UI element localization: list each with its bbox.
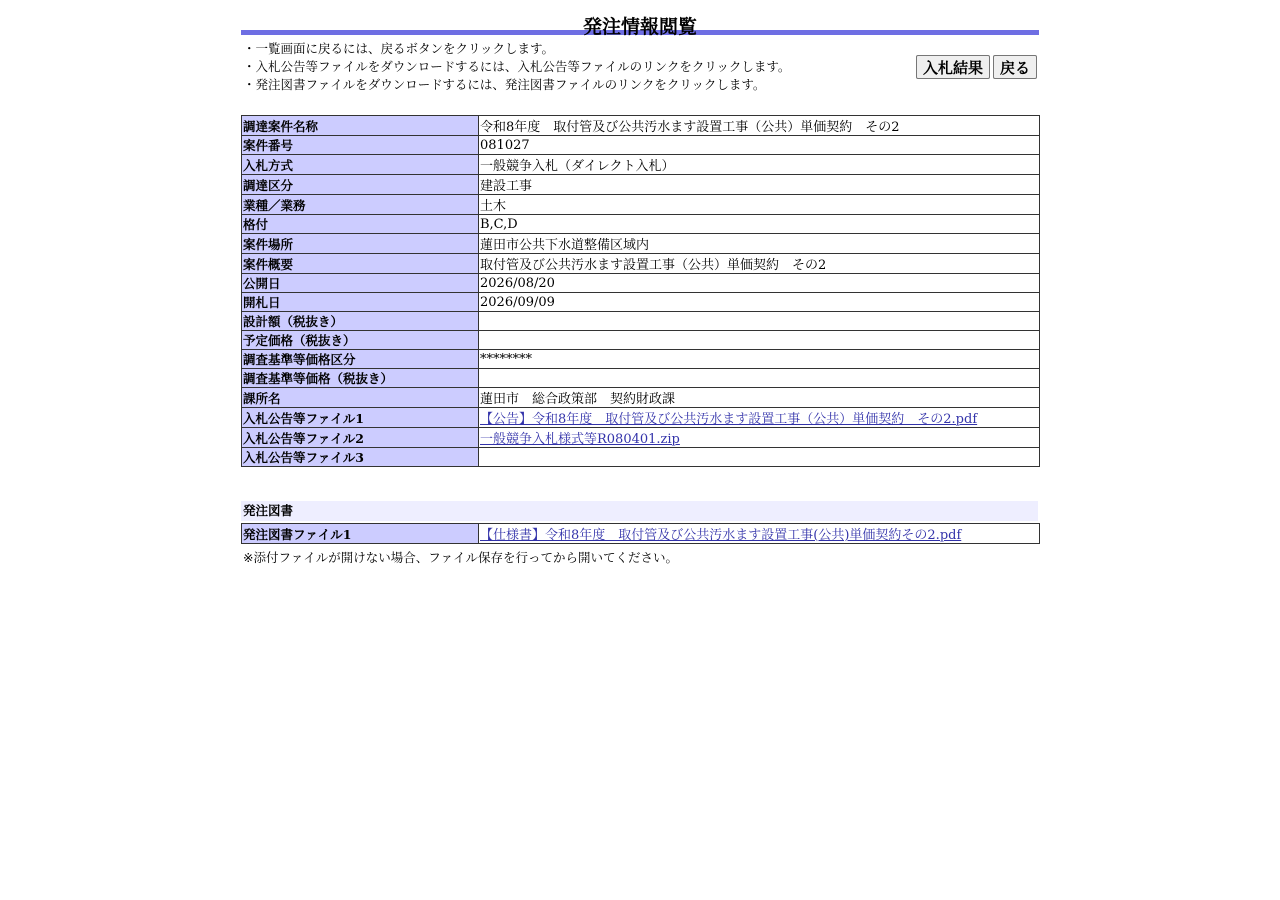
field-value: 蓮田市公共下水道整備区域内 [479, 234, 1040, 254]
field-value: 取付管及び公共汚水ます設置工事（公共）単価契約 その2 [479, 254, 1040, 274]
attachment-note: ※添付ファイルが開けない場合、ファイル保存を行ってから開いてください。 [243, 550, 678, 565]
field-label: 公開日 [242, 274, 479, 293]
field-value: 蓮田市 総合政策部 契約財政課 [479, 388, 1040, 408]
field-value: 令和8年度 取付管及び公共汚水ます設置工事（公共）単価契約 その2 [479, 116, 1040, 136]
table-row [242, 274, 1040, 293]
field-value [479, 448, 1040, 467]
table-row [242, 369, 1040, 388]
field-label: 開札日 [242, 293, 479, 312]
table-row [242, 524, 1040, 544]
field-value [479, 369, 1040, 388]
table-row [242, 234, 1040, 254]
notice-file-1-link[interactable]: 【公告】令和8年度 取付管及び公共汚水ます設置工事（公共）単価契約 その2.pdf [480, 412, 978, 427]
instruction-notice-files: ・入札公告等ファイルをダウンロードするには、入札公告等ファイルのリンクをクリックします。 [243, 59, 791, 74]
field-value [479, 408, 1040, 428]
table-row [242, 428, 1040, 448]
bid-results-button[interactable]: 入札結果 [916, 55, 990, 79]
page-container [241, 0, 1039, 566]
field-value: 2026/08/20 [479, 274, 1040, 293]
document-file-1-link[interactable]: 【仕様書】令和8年度 取付管及び公共汚水ます設置工事(公共)単価契約その2.pdf [480, 528, 962, 543]
field-label: 調査基準等価格（税抜き） [242, 369, 479, 388]
table-row [242, 312, 1040, 331]
instruction-document-files: ・発注図書ファイルをダウンロードするには、発注図書ファイルのリンクをクリックします。 [243, 77, 766, 92]
details-table [241, 115, 1040, 467]
instructions-list [243, 40, 790, 94]
instruction-back: ・一覧画面に戻るには、戻るボタンをクリックします。 [243, 41, 555, 56]
table-row [242, 175, 1040, 195]
instructions-area [241, 35, 1039, 115]
field-label: 入札公告等ファイル3 [242, 448, 479, 467]
table-row [242, 448, 1040, 467]
field-value: ******** [479, 350, 1040, 369]
documents-table [241, 523, 1040, 544]
field-label: 案件概要 [242, 254, 479, 274]
field-value: 2026/09/09 [479, 293, 1040, 312]
page-title: 発注情報閲覧 [582, 16, 697, 38]
action-buttons [916, 55, 1037, 79]
field-label: 案件場所 [242, 234, 479, 254]
field-label: 調達区分 [242, 175, 479, 195]
table-row [242, 350, 1040, 369]
field-value: B,C,D [479, 215, 1040, 234]
table-row [242, 136, 1040, 155]
table-row [242, 254, 1040, 274]
field-label: 設計額（税抜き） [242, 312, 479, 331]
field-label: 課所名 [242, 388, 479, 408]
field-value: 一般競争入札（ダイレクト入札） [479, 155, 1040, 175]
table-row [242, 215, 1040, 234]
table-row [242, 388, 1040, 408]
field-label: 入札方式 [242, 155, 479, 175]
field-value [479, 524, 1040, 544]
field-value: 081027 [479, 136, 1040, 155]
table-row [242, 293, 1040, 312]
field-value: 土木 [479, 195, 1040, 215]
field-label: 入札公告等ファイル1 [242, 408, 479, 428]
field-value [479, 331, 1040, 350]
field-value [479, 312, 1040, 331]
field-label: 調査基準等価格区分 [242, 350, 479, 369]
field-label: 発注図書ファイル1 [242, 524, 479, 544]
documents-section-title: 発注図書 [241, 501, 1038, 521]
field-label: 調達案件名称 [242, 116, 479, 136]
table-row [242, 155, 1040, 175]
field-label: 案件番号 [242, 136, 479, 155]
table-row [242, 408, 1040, 428]
field-value [479, 428, 1040, 448]
back-button[interactable]: 戻る [993, 55, 1037, 79]
field-label: 業種／業務 [242, 195, 479, 215]
table-row [242, 116, 1040, 136]
field-label: 入札公告等ファイル2 [242, 428, 479, 448]
field-label: 予定価格（税抜き） [242, 331, 479, 350]
notice-file-2-link[interactable]: 一般競争入札様式等R080401.zip [480, 432, 680, 447]
table-row [242, 331, 1040, 350]
table-row [242, 195, 1040, 215]
field-label: 格付 [242, 215, 479, 234]
field-value: 建設工事 [479, 175, 1040, 195]
